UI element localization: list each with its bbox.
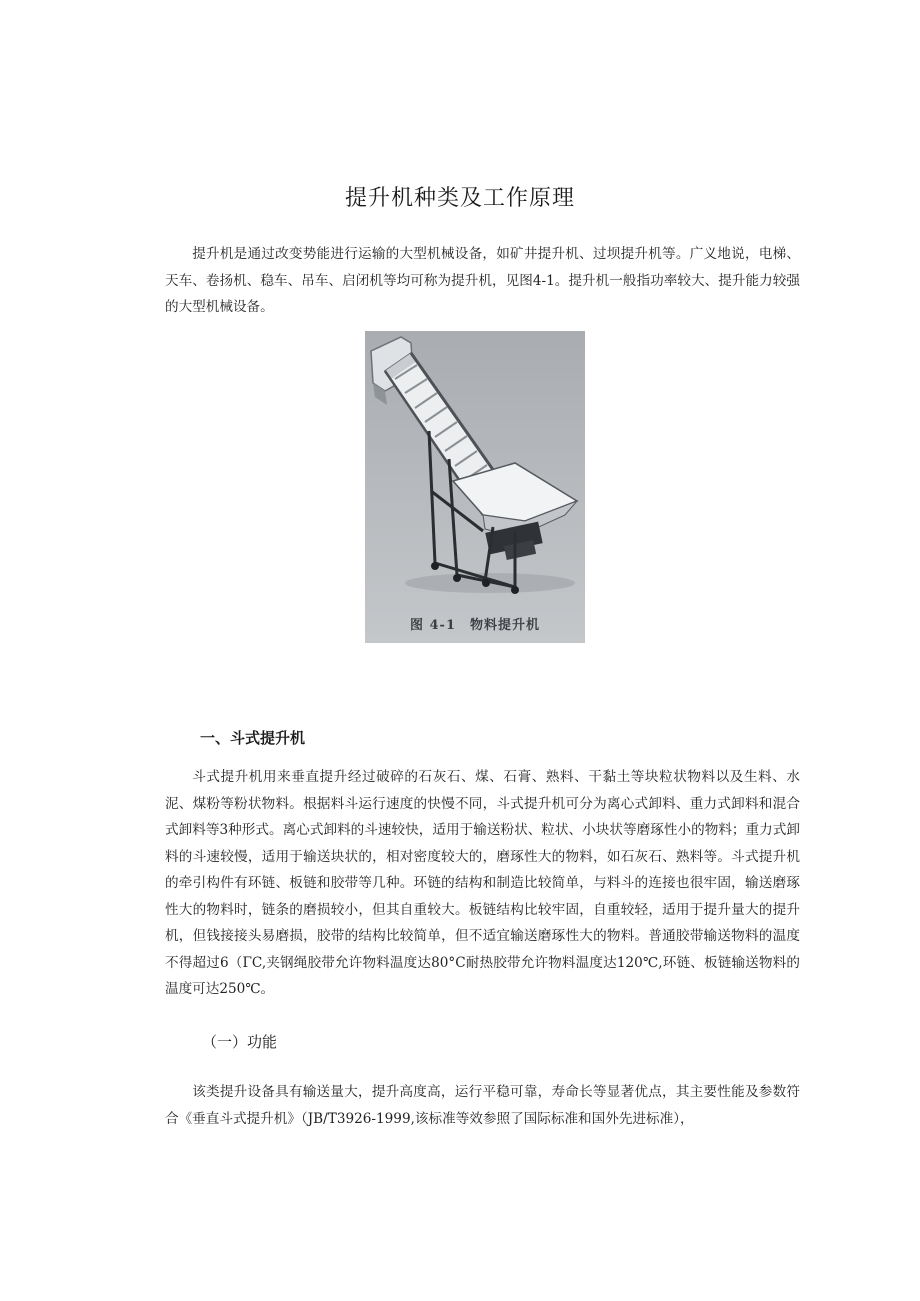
figure-material-elevator (365, 331, 585, 643)
material-elevator-illustration (365, 331, 585, 643)
section-heading-bucket-elevator: 一、斗式提升机 (200, 729, 306, 747)
figure-caption-text: 物料提升机 (470, 618, 541, 633)
intro-paragraph: 提升机是通过改变势能进行运输的大型机械设备，如矿井提升机、过坝提升机等。广义地说，电梯、天车、卷扬机、稳车、吊车、启闭机等均可称为提升机，见图4-1。提升机一般指功率较大、提升能力较强的大型机械设备。 (165, 246, 800, 315)
bucket-elevator-paragraph: 斗式提升机用来垂直提升经过破碎的石灰石、煤、石膏、熟料、干黏土等块粒状物料以及生料、水泥、煤粉等粉状物料。根据料斗运行速度的快慢不同，斗式提升机可分为离心式卸料、重力式卸料和混合式卸料等3种形式。离心式卸料的斗速较快，适用于输送粉状、粒状、小块状等磨琢性小的物料；重力式卸料的斗速较慢，适用于输送块状的，相对密度较大的，磨琢性大的物料，如石灰石、熟料等。斗式提升机的牵引构件有环链、板链和胶带等几种。环链的结构和制造比较简单，与料斗的连接也很牢固，输送磨琢性大的物料时，链条的磨损较小，但其自重较大。板链结构比较牢固，自重较轻，适用于提升量大的提升机，但钱接接头易磨损，胶带的结构比较简单，但不适宜输送磨琢性大的物料。普通胶带输送物料的温度不得超过6（ΓC,夹钢绳胶带允许物料温度达80°C耐热胶带允许物料温度达120℃,环链、板链输送物料的温度可达250℃。 (165, 769, 800, 997)
document-title: 提升机种类及工作原理 (344, 186, 575, 211)
subsection-heading-function: （一）功能 (202, 1033, 278, 1051)
figure-number: 图 4-1 (409, 618, 456, 633)
function-paragraph: 该类提升设备具有输送量大，提升高度高，运行平稳可靠，寿命长等显著优点，其主要性能及参数符合《垂直斗式提升机》（JB/T3926-1999,该标准等效参照了国际标准和国外先进标准）， (165, 1084, 800, 1127)
figure-caption (365, 614, 585, 633)
